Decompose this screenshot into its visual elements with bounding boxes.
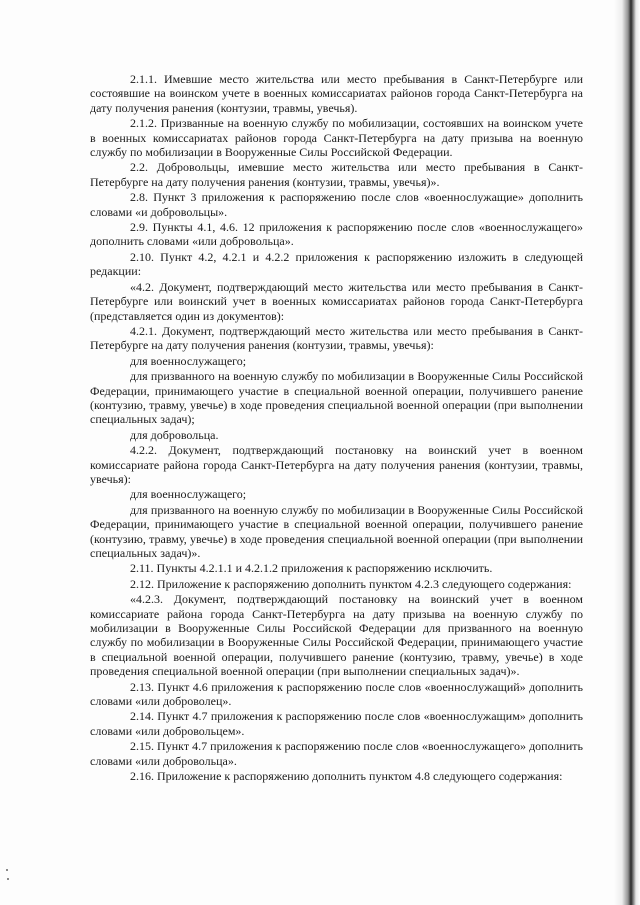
paragraph-4-2-2: 4.2.2. Документ, подтверждающий постановку на воинский учет в военном комиссариате района города Санкт-Петербурга на дату получения ранения (контузии, травмы, увечья): <box>90 443 583 486</box>
paragraph-for-mobilized-2: для призванного на военную службу по мобилизации в Вооруженные Силы Российской Федерации, принимающего участие в специальной военной операции, получившего ранение (контузию, травму, увечье) в ходе проведения специальной военной операции (при выполнении специальных задач)». <box>90 502 583 560</box>
paragraph-2-9: 2.9. Пункты 4.1, 4.6. 12 приложения к распоряжению после слов «военнослужащего» дополнить словами «или добровольца». <box>90 220 583 249</box>
paragraph-2-2: 2.2. Добровольцы, имевшие место жительства или место пребывания в Санкт-Петербурге на дату получения ранения (контузии, травмы, увечья)». <box>90 160 583 189</box>
paragraph-2-14: 2.14. Пункт 4.7 приложения к распоряжению после слов «военнослужащим» дополнить словами «или добровольцем». <box>90 709 583 738</box>
paragraph-4-2-3: «4.2.3. Документ, подтверждающий постановку на воинский учет в военном комиссариате района города Санкт-Петербурга на дату призыва на военную службу по мобилизации в Вооруженные Силы Российской Федерации для призванного на военную службу по мобилизации в Вооруженные Силы Российской Федерации, принимающего участие в специальной военной операции, получившего ранение (контузию, травму, увечье) в ходе проведения специальной военной операции (при выполнении специальных задач)». <box>90 592 583 679</box>
paragraph-for-serviceman-2: для военнослужащего; <box>130 487 247 502</box>
document-body <box>90 72 583 785</box>
paragraph-2-16: 2.16. Приложение к распоряжению дополнить пунктом 4.8 следующего содержания: <box>130 769 563 784</box>
paragraph-for-serviceman: для военнослужащего; <box>130 353 247 368</box>
paragraph-2-10: 2.10. Пункт 4.2, 4.2.1 и 4.2.2 приложения к распоряжению изложить в следующей редакции: <box>90 249 583 279</box>
paragraph-2-12: 2.12. Приложение к распоряжению дополнить пунктом 4.2.3 следующего содержания: <box>130 576 572 591</box>
scan-speck <box>7 878 9 880</box>
scan-edge-shadow <box>614 0 640 905</box>
paragraph-2-1-2: 2.1.2. Призванные на военную службу по мобилизации, состоявших на воинском учете в военных комиссариатах районов города Санкт-Петербурга на дату призыва на военную службу по мобилизации в Вооруженные Силы Российской Федерации. <box>90 116 583 160</box>
paragraph-2-1-1: 2.1.1. Имевшие место жительства или место пребывания в Санкт-Петербурге или состоявшие на воинском учете в военных комиссариатах районов города Санкт-Петербурга на дату получения ранения (контузии, травмы, увечья). <box>90 72 583 115</box>
paragraph-2-15: 2.15. Пункт 4.7 приложения к распоряжению после слов «военнослужащего» дополнить словами «или добровольца». <box>90 739 583 768</box>
paragraph-2-8: 2.8. Пункт 3 приложения к распоряжению после слов «военнослужащие» дополнить словами «и добровольцы». <box>90 190 583 219</box>
paragraph-4-2: «4.2. Документ, подтверждающий место жительства или место пребывания в Санкт-Петербурге или воинский учет в военных комиссариатах районов города Санкт-Петербурга (представляется один из документов): <box>90 279 583 323</box>
scan-speck <box>6 869 8 871</box>
paragraph-2-11: 2.11. Пункты 4.2.1.1 и 4.2.1.2 приложения к распоряжению исключить. <box>130 561 493 576</box>
paragraph-2-13: 2.13. Пункт 4.6 приложения к распоряжению после слов «военнослужащий» дополнить словами «или доброволец». <box>90 679 583 709</box>
paragraph-4-2-1: 4.2.1. Документ, подтверждающий место жительства или место пребывания в Санкт-Петербурге на дату получения ранения (контузии, травмы, увечья): <box>90 323 583 353</box>
paragraph-for-mobilized: для призванного на военную службу по мобилизации в Вооруженные Силы Российской Федерации, принимающего участие в специальной военной операции, получившего ранение (контузию, травму, увечье) в ходе проведения специальной военной операции (при выполнении специальных задач); <box>90 369 583 427</box>
paragraph-for-volunteer: для добровольца. <box>130 427 219 442</box>
